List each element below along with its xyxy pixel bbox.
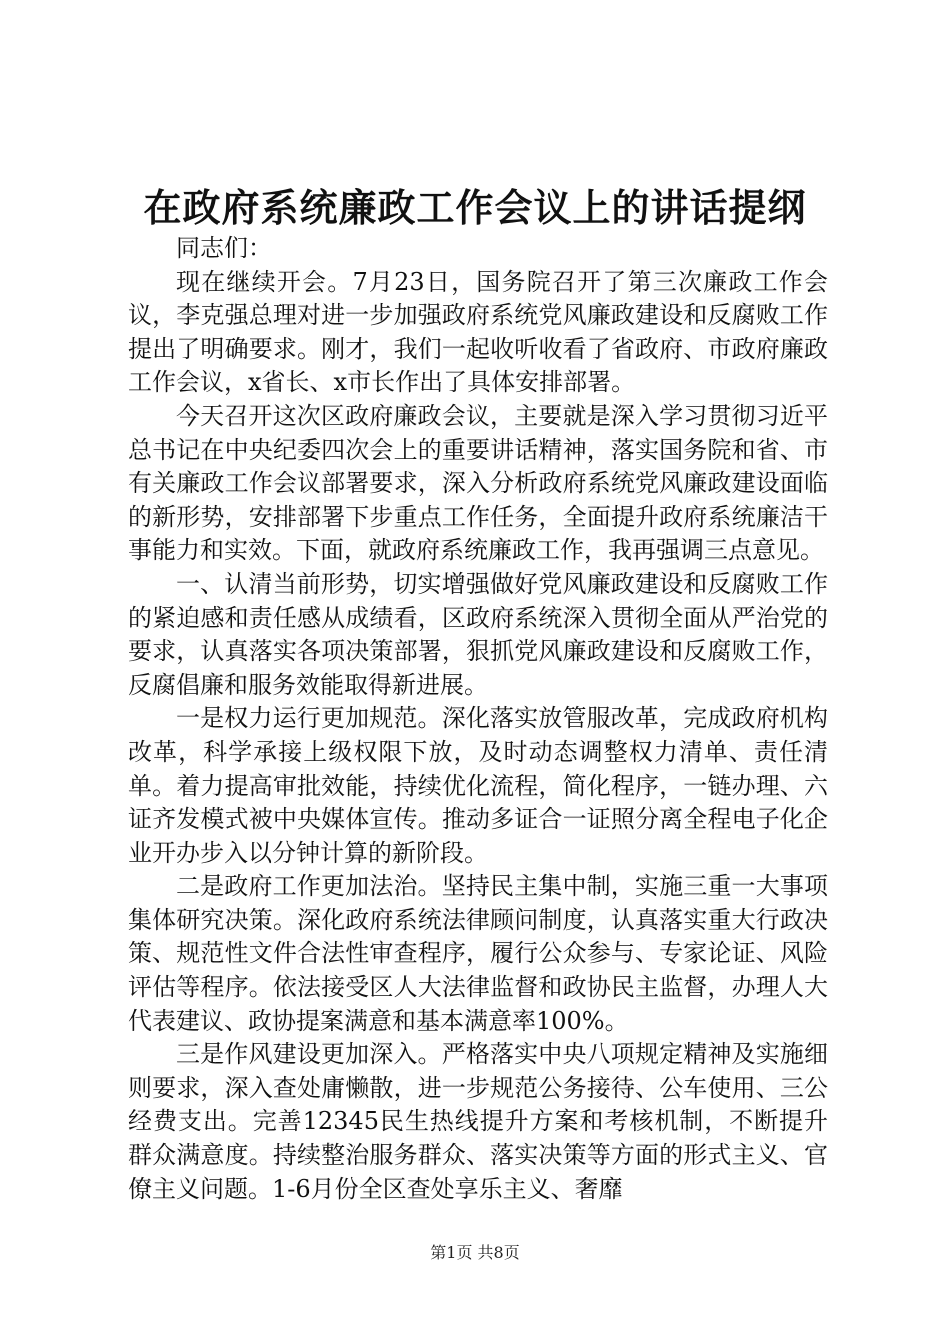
document-title: 在政府系统廉政工作会议上的讲话提纲: [143, 185, 807, 230]
body-paragraph: 二是政府工作更加法治。坚持民主集中制，实施三重一大事项集体研究决策。深化政府系统法律顾问制度，认真落实重大行政决策、规范性文件合法性审查程序，履行公众参与、专家论证、风险评估等程序。依法接受区人大法律监督和政协民主监督，办理人大代表建议、政协提案满意和基本满意率100%。: [128, 872, 828, 1035]
body-paragraph: 今天召开这次区政府廉政会议，主要就是深入学习贯彻习近平总书记在中央纪委四次会上的重要讲话精神，落实国务院和省、市有关廉政工作会议部署要求，深入分析政府系统党风廉政建设面临的新形势，安排部署下步重点工作任务，全面提升政府系统廉洁干事能力和实效。下面，就政府系统廉政工作，我再强调三点意见。: [128, 401, 828, 565]
body-paragraph: 一是权力运行更加规范。深化落实放管服改革，完成政府机构改革，科学承接上级权限下放，及时动态调整权力清单、责任清单。着力提高审批效能，持续优化流程，简化程序，一链办理、六证齐发模式被中央媒体宣传。推动多证合一证照分离全程电子化企业开办步入以分钟计算的新阶段。: [128, 704, 828, 867]
document-body: [128, 232, 828, 1206]
body-paragraph: 一、认清当前形势，切实增强做好党风廉政建设和反腐败工作的紧迫感和责任感从成绩看，区政府系统深入贯彻全面从严治党的要求，认真落实各项决策部署，狠抓党风廉政建设和反腐败工作，反腐倡廉和服务效能取得新进展。: [128, 569, 828, 699]
body-paragraph: 三是作风建设更加深入。严格落实中央八项规定精神及实施细则要求，深入查处庸懒散，进一步规范公务接待、公车使用、三公经费支出。完善12345民生热线提升方案和考核机制，不断提升群众满意度。持续整治服务群众、落实决策等方面的形式主义、官僚主义问题。1-6月份全区查处享乐主义、奢靡: [128, 1040, 828, 1203]
page-footer: 第1页 共8页: [430, 1243, 520, 1262]
salutation-paragraph: 同志们：: [176, 234, 272, 262]
body-paragraph: 现在继续开会。7月23日，国务院召开了第三次廉政工作会议，李克强总理对进一步加强政府系统党风廉政建设和反腐败工作提出了明确要求。刚才，我们一起收听收看了省政府、市政府廉政工作会议，x省长、x市长作出了具体安排部署。: [128, 267, 828, 397]
